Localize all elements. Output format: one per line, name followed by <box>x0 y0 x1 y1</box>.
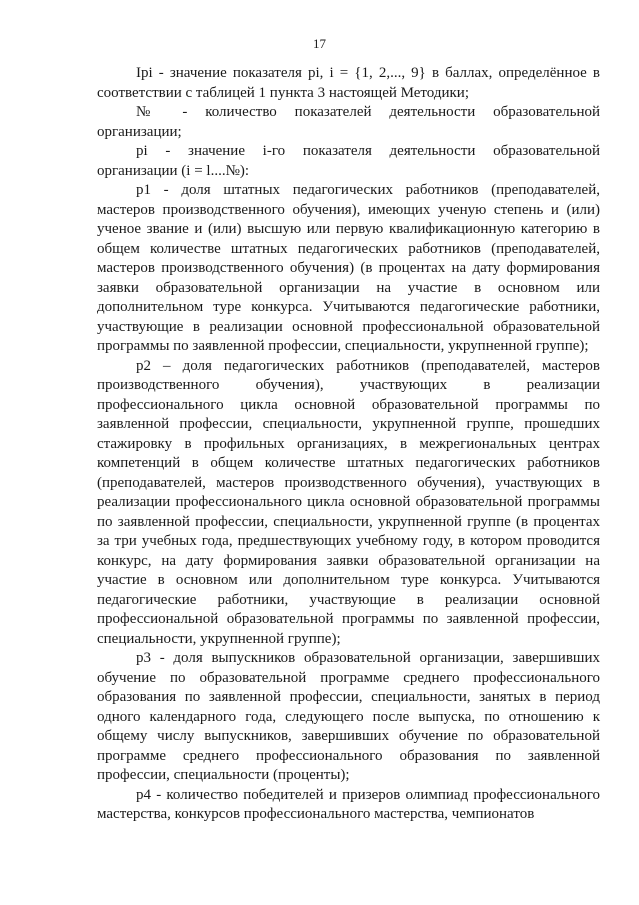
paragraph-p2: p2 – доля педагогических работников (преподавателей, мастеров производственного обучения), участвующих в реализации профессионального цикла основной образовательной программы по заявленной профессии, специальности, укрупненной группе, прошедших стажировку в профильных организациях, в межрегиональных центрах компетенций в общем количестве штатных педагогических работников (преподавателей, мастеров производственного обучения), участвующих в реализации профессионального цикла основной образовательной программы по заявленной профессии, специальности, укрупненной группе (в процентах за три учебных года, предшествующих учебному году, в котором проводится конкурс, на дату формирования заявки образовательной организации на участие в основном или дополнительном туре конкурса. Учитываются педагогические работники, участвующие в реализации основной профессиональной образовательной программы по заявленной профессии, специальности, укрупненной группе); <box>97 357 600 647</box>
body-text <box>97 64 600 825</box>
paragraph-indicator-count: № - количество показателей деятельности образовательной организации; <box>97 104 600 140</box>
paragraph-pi-definition: pi - значение i-го показателя деятельности образовательной организации (i = l....№): <box>97 143 600 179</box>
paragraph-p3: p3 - доля выпускников образовательной организации, завершивших обучение по образовательной программе среднего профессионального образования по заявленной профессии, специальности, занятых в период одного календарного года, следующего после выпуска, по отношению к общему числу выпускников, завершивших обучение по образовательной программе среднего профессионального образования по заявленной профессии, специальности (проценты); <box>97 650 600 783</box>
page-number: 17 <box>313 36 326 51</box>
paragraph-p1: p1 - доля штатных педагогических работников (преподавателей, мастеров производственного обучения), имеющих ученую степень и (или) ученое звание и (или) высшую или первую квалификационную категорию в общем количестве штатных педагогических работников (преподавателей, мастеров производственного обучения) (в процентах на дату формирования заявки образовательной организации на участие в основном или дополнительном туре конкурса. Учитываются педагогические работники, участвующие в реализации основной профессиональной образовательной программы по заявленной профессии, специальности, укрупненной группе); <box>97 182 600 354</box>
paragraph-ipi-definition: Ipi - значение показателя pi, i = {1, 2,..., 9} в баллах, определённое в соответствии с таблицей 1 пункта 3 настоящей Методики; <box>97 65 600 101</box>
paragraph-p4: p4 - количество победителей и призеров олимпиад профессионального мастерства, конкурсов профессионального мастерства, чемпионатов <box>97 786 600 822</box>
